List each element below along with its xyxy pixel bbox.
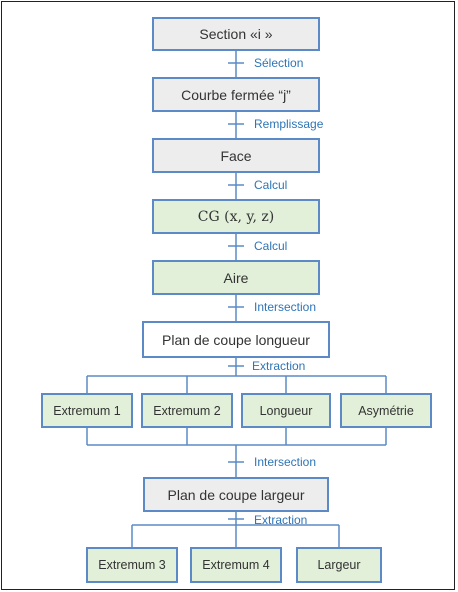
- edge-label-remplissage: Remplissage: [254, 117, 324, 131]
- plan-coupe-largeur-box-text: Plan de coupe largeur: [167, 486, 305, 503]
- edge-label-extraction-1: Extraction: [252, 359, 306, 373]
- extremum-2-box-text: Extremum 2: [153, 403, 221, 418]
- longueur-box: [241, 393, 331, 428]
- plan-coupe-longueur-box-text: Plan de coupe longueur: [162, 331, 310, 348]
- extremum-1-box: [41, 393, 133, 428]
- asymetrie-box-text: Asymétrie: [358, 403, 414, 418]
- asymetrie-box: [340, 393, 432, 428]
- edge-label-extraction-2: Extraction: [254, 513, 308, 527]
- section-box-text: Section «i »: [199, 26, 273, 42]
- face-box-text: Face: [220, 147, 252, 164]
- edge-label-intersection-1: Intersection: [254, 300, 317, 314]
- edge-label-selection: Sélection: [254, 56, 304, 70]
- extremum-4-box-text: Extremum 4: [202, 558, 270, 572]
- extremum-4-box: [190, 547, 282, 583]
- face-box: [152, 138, 320, 173]
- courbe-fermee-box: [152, 77, 320, 112]
- cg-box-text: CG (x, y, z): [197, 208, 275, 225]
- cg-box: [152, 199, 320, 234]
- section-box: [152, 17, 320, 51]
- edge-label-calcul-2: Calcul: [254, 239, 288, 253]
- largeur-box-text: Largeur: [317, 558, 361, 572]
- largeur-box: [296, 547, 382, 583]
- edge-label-calcul-1: Calcul: [254, 178, 288, 192]
- extremum-3-box-text: Extremum 3: [98, 558, 166, 572]
- longueur-box-text: Longueur: [259, 403, 313, 418]
- plan-coupe-longueur-box: [142, 321, 330, 358]
- plan-coupe-largeur-box: [143, 477, 329, 512]
- extremum-2-box: [141, 393, 233, 428]
- aire-box: [152, 260, 320, 295]
- aire-box-text: Aire: [223, 269, 249, 286]
- extremum-1-box-text: Extremum 1: [53, 403, 121, 418]
- courbe-fermee-box-text: Courbe fermée “j”: [181, 86, 291, 103]
- edge-label-intersection-2: Intersection: [254, 455, 317, 469]
- extremum-3-box: [86, 547, 178, 583]
